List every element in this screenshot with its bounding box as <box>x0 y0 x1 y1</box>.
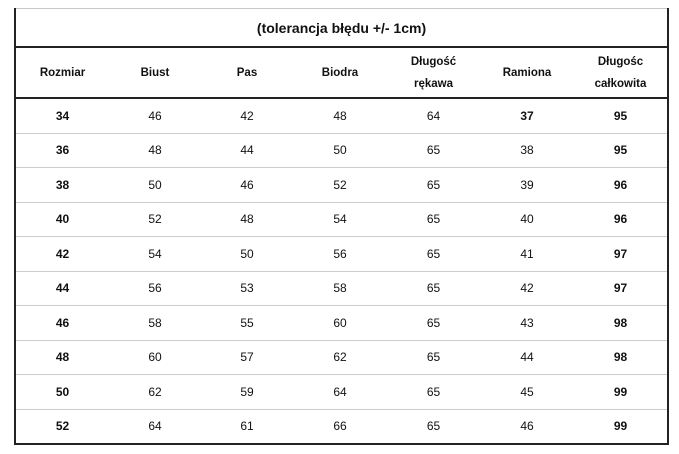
header-pas <box>201 47 293 98</box>
cell-dlugosc-calkowita: 98 <box>574 306 668 341</box>
cell-rozmiar: 42 <box>15 237 109 272</box>
cell-dlugosc-calkowita: 96 <box>574 202 668 237</box>
cell-biodra: 48 <box>293 98 387 133</box>
cell-ramiona: 37 <box>480 98 574 133</box>
cell-ramiona: 38 <box>480 133 574 168</box>
header-label: Rozmiar <box>39 66 86 79</box>
cell-biodra: 60 <box>293 306 387 341</box>
cell-dlugosc-calkowita: 96 <box>574 168 668 203</box>
cell-dlugosc-calkowita: 97 <box>574 237 668 272</box>
header-label: Biust <box>140 66 170 79</box>
cell-pas: 46 <box>201 168 293 203</box>
cell-pas: 55 <box>201 306 293 341</box>
cell-biust: 62 <box>109 375 201 410</box>
table-row <box>15 202 668 237</box>
table-row <box>15 133 668 168</box>
cell-rozmiar: 38 <box>15 168 109 203</box>
cell-biodra: 50 <box>293 133 387 168</box>
cell-pas: 50 <box>201 237 293 272</box>
cell-dlugosc-rekawa: 65 <box>387 340 480 375</box>
cell-rozmiar: 40 <box>15 202 109 237</box>
cell-pas: 44 <box>201 133 293 168</box>
cell-pas: 42 <box>201 98 293 133</box>
cell-dlugosc-rekawa: 64 <box>387 98 480 133</box>
table-row <box>15 409 668 444</box>
cell-dlugosc-calkowita: 99 <box>574 409 668 444</box>
cell-ramiona: 43 <box>480 306 574 341</box>
cell-biodra: 58 <box>293 271 387 306</box>
cell-biust: 50 <box>109 168 201 203</box>
cell-ramiona: 46 <box>480 409 574 444</box>
cell-biust: 56 <box>109 271 201 306</box>
cell-dlugosc-rekawa: 65 <box>387 306 480 341</box>
cell-dlugosc-rekawa: 65 <box>387 237 480 272</box>
cell-rozmiar: 46 <box>15 306 109 341</box>
cell-ramiona: 45 <box>480 375 574 410</box>
cell-biodra: 66 <box>293 409 387 444</box>
cell-dlugosc-calkowita: 95 <box>574 98 668 133</box>
header-label: Biodra <box>321 66 359 79</box>
cell-dlugosc-rekawa: 65 <box>387 271 480 306</box>
header-label-line2: rękawa <box>413 77 453 90</box>
cell-biust: 46 <box>109 98 201 133</box>
table-row <box>15 375 668 410</box>
cell-dlugosc-rekawa: 65 <box>387 133 480 168</box>
cell-biodra: 52 <box>293 168 387 203</box>
cell-rozmiar: 36 <box>15 133 109 168</box>
cell-dlugosc-rekawa: 65 <box>387 168 480 203</box>
cell-biust: 52 <box>109 202 201 237</box>
header-biust <box>109 47 201 98</box>
cell-pas: 61 <box>201 409 293 444</box>
tolerance-title: (tolerancja błędu +/- 1cm) <box>15 9 668 48</box>
cell-dlugosc-calkowita: 98 <box>574 340 668 375</box>
cell-dlugosc-calkowita: 95 <box>574 133 668 168</box>
table-body <box>15 98 668 444</box>
header-label-line1: Długość <box>410 55 457 68</box>
header-label-line1: Długośc <box>597 55 644 68</box>
table-row <box>15 237 668 272</box>
header-ramiona <box>480 47 574 98</box>
cell-dlugosc-rekawa: 65 <box>387 202 480 237</box>
header-label-line2: całkowita <box>594 77 647 90</box>
cell-dlugosc-rekawa: 65 <box>387 375 480 410</box>
cell-dlugosc-calkowita: 97 <box>574 271 668 306</box>
cell-pas: 48 <box>201 202 293 237</box>
header-row <box>15 47 668 98</box>
cell-rozmiar: 44 <box>15 271 109 306</box>
header-label: Ramiona <box>502 66 552 79</box>
cell-rozmiar: 34 <box>15 98 109 133</box>
cell-biust: 64 <box>109 409 201 444</box>
table-row <box>15 98 668 133</box>
cell-biodra: 62 <box>293 340 387 375</box>
cell-biodra: 56 <box>293 237 387 272</box>
header-rozmiar <box>15 47 109 98</box>
cell-pas: 53 <box>201 271 293 306</box>
size-chart-table <box>14 8 669 445</box>
header-label: Pas <box>236 66 258 79</box>
cell-pas: 59 <box>201 375 293 410</box>
header-dlugosc-calkowita <box>574 47 668 98</box>
table-row <box>15 168 668 203</box>
cell-ramiona: 40 <box>480 202 574 237</box>
cell-ramiona: 41 <box>480 237 574 272</box>
cell-ramiona: 44 <box>480 340 574 375</box>
cell-biust: 48 <box>109 133 201 168</box>
header-dlugosc-rekawa <box>387 47 480 98</box>
cell-rozmiar: 50 <box>15 375 109 410</box>
table-row <box>15 306 668 341</box>
title-row <box>15 9 668 48</box>
cell-biodra: 54 <box>293 202 387 237</box>
cell-rozmiar: 48 <box>15 340 109 375</box>
cell-pas: 57 <box>201 340 293 375</box>
cell-biodra: 64 <box>293 375 387 410</box>
cell-dlugosc-rekawa: 65 <box>387 409 480 444</box>
cell-ramiona: 39 <box>480 168 574 203</box>
cell-biust: 60 <box>109 340 201 375</box>
cell-biust: 54 <box>109 237 201 272</box>
cell-ramiona: 42 <box>480 271 574 306</box>
cell-dlugosc-calkowita: 99 <box>574 375 668 410</box>
table-row <box>15 271 668 306</box>
cell-rozmiar: 52 <box>15 409 109 444</box>
header-biodra <box>293 47 387 98</box>
table-row <box>15 340 668 375</box>
cell-biust: 58 <box>109 306 201 341</box>
